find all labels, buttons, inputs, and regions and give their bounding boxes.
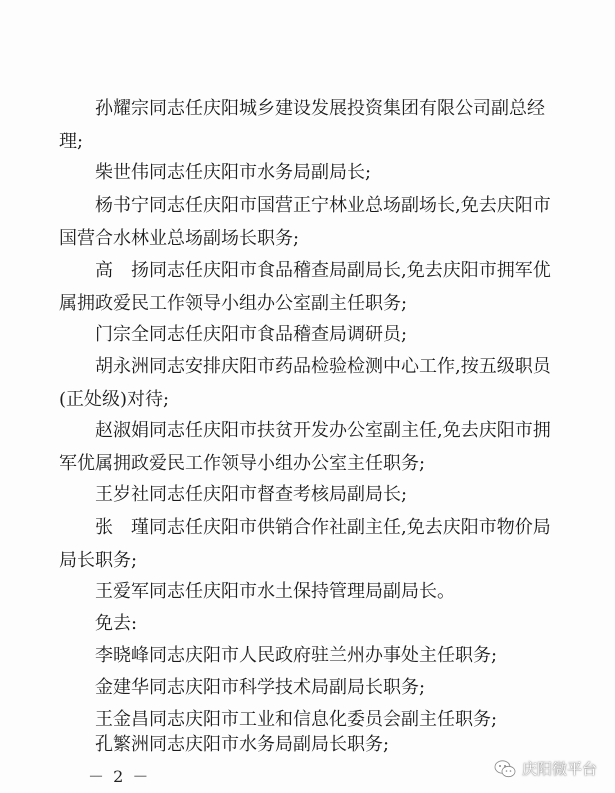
paragraph-10: [95, 575, 565, 608]
text-line: 王岁社同志任庆阳市督查考核局副局长;: [95, 484, 408, 505]
paragraph-15: [95, 728, 565, 761]
page-number: － 2 －: [88, 767, 151, 786]
text-line: 张 瑾同志任庆阳市供销合作社副主任,免去庆阳市物价局: [95, 517, 551, 538]
text-line: 杨书宁同志任庆阳市国营正宁林业总场副场长,免去庆阳市: [95, 195, 551, 216]
paragraph-5: [95, 318, 565, 351]
watermark: [494, 758, 597, 779]
text-line: 王金昌同志庆阳市工业和信息化委员会副主任职务;: [95, 709, 498, 730]
text-line: 赵淑娟同志任庆阳市扶贫开发办公室副主任,免去庆阳市拥: [95, 420, 551, 441]
text-line: 理;: [59, 131, 84, 152]
paragraph-6: [59, 350, 565, 416]
text-line: 军优属拥政爱民工作领导小组办公室主任职务;: [59, 453, 426, 474]
text-line: 柴世伟同志任庆阳市水务局副局长;: [95, 162, 372, 183]
text-line: 孙耀宗同志任庆阳城乡建设发展投资集团有限公司副总经: [95, 98, 545, 119]
text-line: 属拥政爱民工作领导小组办公室副主任职务;: [59, 293, 408, 314]
paragraph-12: [95, 639, 565, 672]
watermark-text: 庆阳微平台: [521, 760, 597, 778]
text-line: 门宗全同志任庆阳市食品稽查局调研员;: [95, 324, 408, 345]
paragraph-2: [95, 156, 565, 189]
paragraph-4: [59, 254, 565, 320]
section-heading-removals: [95, 607, 565, 640]
paragraph-1: [59, 92, 565, 158]
paragraph-7: [59, 414, 565, 480]
text-line: 胡永洲同志安排庆阳市药品检验检测中心工作,按五级职员: [95, 356, 551, 377]
text-line: 金建华同志庆阳市科学技术局副局长职务;: [95, 677, 426, 698]
text-line: 高 扬同志任庆阳市食品稽查局副局长,免去庆阳市拥军优: [95, 260, 551, 281]
paragraph-3: [59, 189, 565, 255]
paragraph-9: [59, 511, 565, 577]
text-line: 国营合水林业总场副场长职务;: [59, 228, 300, 249]
text-line: 免去:: [95, 613, 138, 634]
wechat-icon: [494, 759, 516, 779]
paragraph-13: [95, 671, 565, 704]
text-line: 局长职务;: [59, 550, 138, 571]
text-line: (正处级)对待;: [59, 389, 170, 410]
paragraph-8: [95, 478, 565, 511]
text-line: 李晓峰同志庆阳市人民政府驻兰州办事处主任职务;: [95, 645, 498, 666]
text-line: 王爱军同志任庆阳市水土保持管理局副局长。: [95, 581, 455, 602]
text-line: 孔繁洲同志庆阳市水务局副局长职务;: [95, 734, 390, 755]
